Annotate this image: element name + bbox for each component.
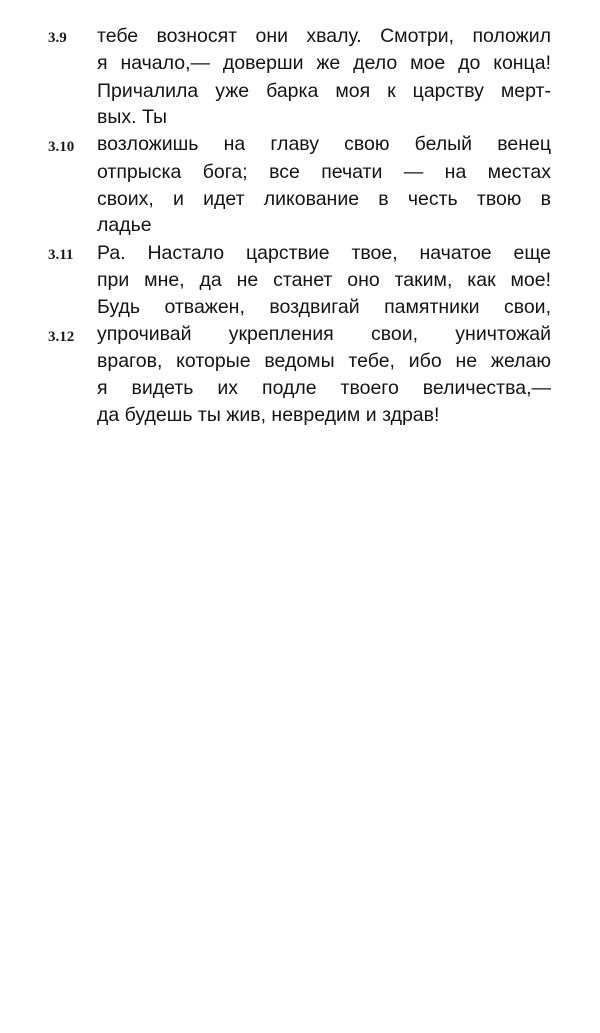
verse-number: 3.9 [48,30,67,46]
text-line: ладье [97,214,152,236]
text-line: при мне, да не станет оно таким, как мое! [97,269,551,291]
text-line: Ра. Настало царствие твое, начатое еще [97,242,551,264]
text-line: отпрыска бога; все печати — на местах [97,161,551,183]
text-line: Причалила уже барка моя к царству мерт- [97,80,551,102]
text-line: врагов, которые ведомы тебе, ибо не желаю [97,350,551,372]
text-line: Будь отважен, воздвигай памятники свои, [97,296,551,318]
verse-number: 3.10 [48,139,75,155]
verse-number: 3.12 [48,329,75,345]
text-line: я видеть их подле твоего величества,— [97,377,551,399]
text-line: я начало,— доверши же дело мое до конца! [97,52,551,74]
text-line: своих, и идет ликование в честь твою в [97,188,551,210]
text-line: тебе возносят они хвалу. Смотри, положил [97,25,551,47]
text-line: да будешь ты жив, невредим и здрав! [97,404,440,426]
text-line: упрочивай укрепления свои, уничтожай [97,323,551,345]
verse-number: 3.11 [48,247,74,263]
text-line: возложишь на главу свою белый венец [97,133,551,155]
text-line: вых. Ты [97,106,168,128]
